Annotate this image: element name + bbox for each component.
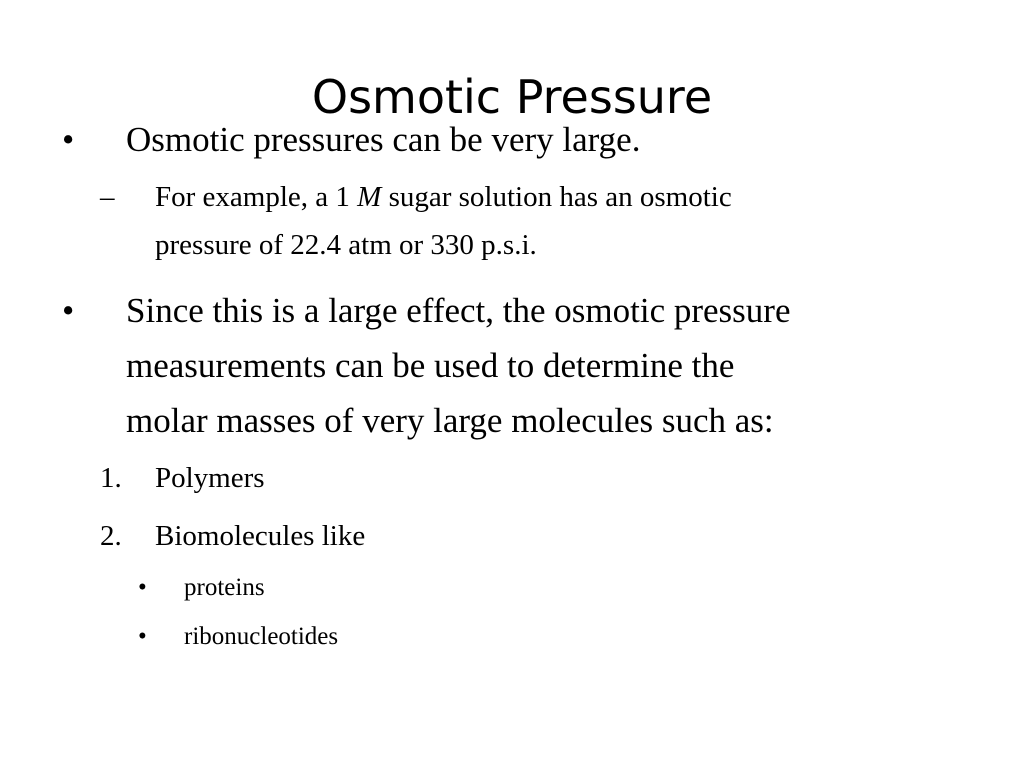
bullet-text-line3: molar masses of very large molecules such as: (126, 401, 774, 440)
dash-marker: – (100, 181, 115, 213)
numbered-item-number: 2. (100, 520, 122, 552)
bullet-marker: • (62, 291, 75, 330)
numbered-item-biomolecules: Biomolecules like (155, 520, 366, 552)
molarity-symbol: M (357, 181, 382, 213)
bullet-text-line2: measurements can be used to determine the (126, 346, 735, 385)
bullet-text-line1: Since this is a large effect, the osmotic pressure (126, 291, 791, 330)
sub-bullet-text-before: For example, a 1 (155, 181, 358, 213)
sub-bullet-text-after: sugar solution has an osmotic (381, 181, 732, 213)
numbered-item-polymers: Polymers (155, 462, 265, 494)
sub-bullet-example-line2: pressure of 22.4 atm or 330 p.s.i. (155, 229, 537, 261)
sub-bullet-marker: • (138, 574, 147, 601)
sub-bullet-example-line1 (155, 173, 732, 221)
bullet-text-osmotic-pressures: Osmotic pressures can be very large. (126, 120, 641, 159)
sub-bullet-ribonucleotides: ribonucleotides (184, 623, 339, 650)
bullet-marker: • (62, 120, 75, 159)
slide-title: Osmotic Pressure (311, 70, 713, 124)
sub-bullet-proteins: proteins (184, 574, 265, 601)
numbered-item-number: 1. (100, 462, 122, 494)
sub-bullet-marker: • (138, 623, 147, 650)
